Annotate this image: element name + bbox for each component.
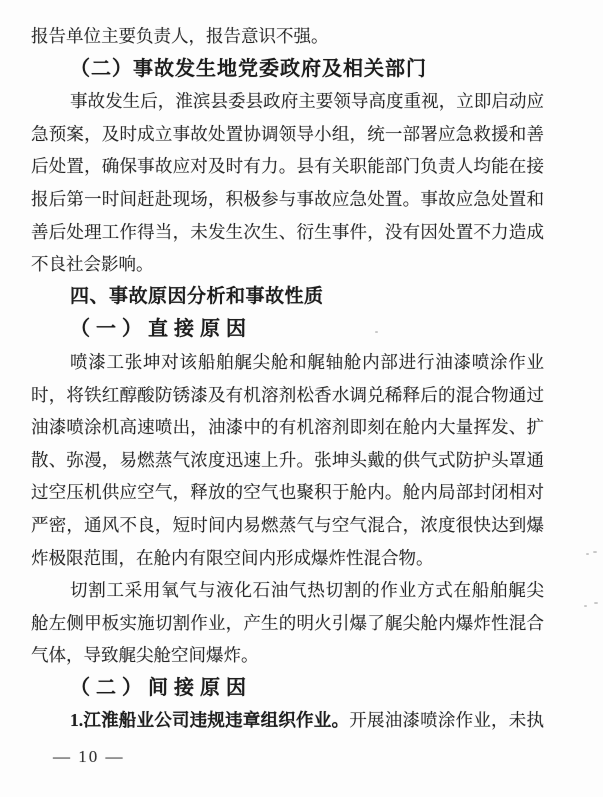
scan-speckle: [375, 331, 378, 333]
subsection-heading-direct-cause: （一）直接原因: [70, 318, 252, 341]
body-text-line: 事故发生后，淮滨县委县政府主要领导高度重视，立即启动应: [70, 91, 544, 112]
body-text-line: 散、弥漫，易燃蒸气浓度迅速上升。张坤头戴的供气式防护头罩通: [31, 449, 544, 470]
scan-speckle: [586, 553, 589, 555]
chapter-heading-cause-analysis: 四、事故原因分析和事故性质: [70, 285, 324, 307]
scan-speckle: [584, 605, 587, 607]
body-text-line: 油漆喷涂机高速喷出，油漆中的有机溶剂即刻在舱内大量挥发、扩: [31, 417, 544, 438]
section-heading-accident-location: （二）事故发生地党委政府及相关部门: [70, 57, 427, 80]
body-text-line: 报后第一时间赶赴现场，积极参与事故应急处置。事故应急处置和: [31, 188, 544, 209]
body-text-line: 舱左侧甲板实施切割作业，产生的明火引爆了艉尖舱内爆炸性混合: [31, 612, 544, 633]
body-text-line: 严密，通风不良，短时间内易燃蒸气与空气混合，浓度很快达到爆: [31, 514, 544, 535]
body-text-line: 报告单位主要负责人，报告意识不强。: [31, 26, 329, 46]
body-text-line: 喷漆工张坤对该船舶艉尖舱和艉轴舱内部进行油漆喷涂作业: [70, 351, 544, 372]
scan-speckle: [594, 602, 598, 604]
body-text-line: 后处置，确保事故应对及时有力。县有关职能部门负责人均能在接: [31, 156, 544, 177]
body-text-line: 善后处理工作得当，未发生次生、衍生事件，没有因处置不力造成: [31, 221, 544, 242]
body-text-line: [31, 704, 544, 737]
body-text-line: 炸极限范围，在舱内有限空间内形成爆炸性混合物。: [31, 547, 434, 568]
clause-text: 开展油漆喷涂作业，未执: [349, 710, 544, 731]
body-text-line: 气体，导致艉尖舱空间爆炸。: [31, 645, 259, 666]
subsection-heading-indirect-cause: （二）间接原因: [70, 676, 252, 699]
body-text-line: 不良社会影响。: [31, 254, 154, 275]
body-text-line: 过空压机供应空气，释放的空气也聚积于舱内。舱内局部封闭相对: [31, 482, 544, 503]
clause-title: 1.江淮船业公司违规违章组织作业。: [70, 710, 350, 731]
body-text-line: 切割工采用氧气与液化石油气热切割的作业方式在船舶艉尖: [70, 580, 544, 601]
body-text-line: 急预案，及时成立事故处置协调领导小组，统一部署应急救援和善: [31, 123, 544, 144]
page-number-footer: — 10 —: [53, 747, 125, 767]
body-text-line: 时，将铁红醇酸防锈漆及有机溶剂松香水调兑稀释后的混合物通过: [31, 384, 544, 405]
scan-speckle: [593, 551, 597, 553]
